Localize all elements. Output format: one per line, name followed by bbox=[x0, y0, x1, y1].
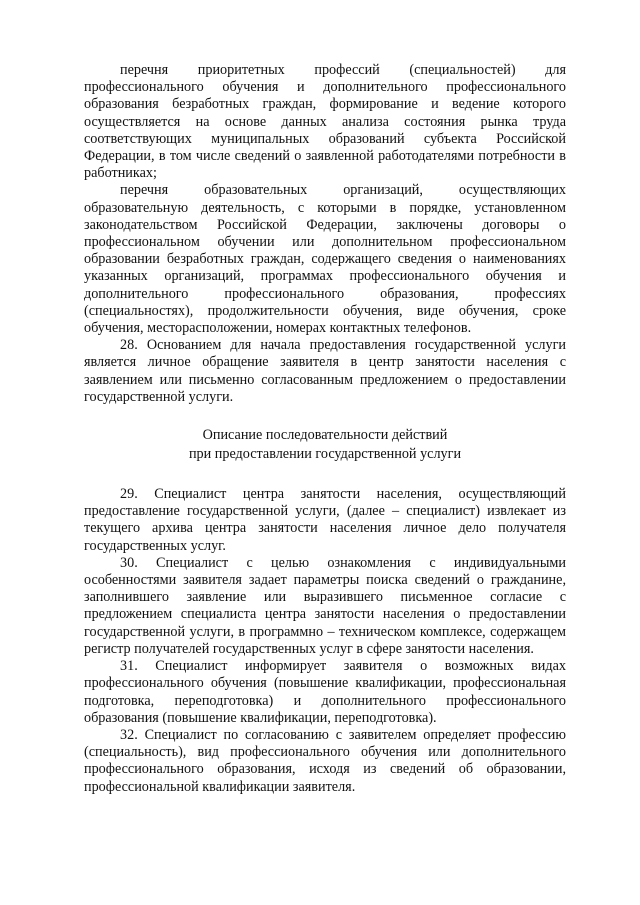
section-heading bbox=[84, 426, 566, 464]
paragraph-educational-organizations-list: перечня образовательных организаций, осуществляющих образовательную деятельность, с которыми в порядке, установленном законодательством Российской Федерации, заключены договоры о профессиональном обучении или дополнительном профессиональном образовании безработных граждан, содержащего сведения о наименованиях указанных организаций, программах профессионального обучения и дополнительного профессионального образования, профессиях (специальностях), продолжительности обучения, виде обучения, сроке обучения, месторасположении, номерах контактных телефонов. bbox=[84, 182, 566, 337]
document-page bbox=[84, 62, 566, 796]
paragraph-item-31: 31. Специалист информирует заявителя о возможных видах профессионального обучения (повышение квалификации, профессиональная подготовка, переподготовка) и дополнительного профессионального образования (повышение квалификации, переподготовка). bbox=[84, 658, 566, 726]
paragraph-priority-professions-list: перечня приоритетных профессий (специальностей) для профессионального обучения и дополнительного профессионального образования безработных граждан, формирование и ведение которого осуществляется на основе данных анализа состояния рынка труда соответствующих муниципальных образований субъекта Российской Федерации, в том числе сведений о заявленной работодателями потребности в работниках; bbox=[84, 62, 566, 182]
section-heading-line-2: при предоставлении государственной услуги bbox=[188, 446, 462, 463]
paragraph-item-28: 28. Основанием для начала предоставления государственной услуги является личное обращение заявителя в центр занятости населения с заявлением или письменно согласованным предложением о предоставлении государственной услуги. bbox=[84, 337, 566, 405]
paragraph-item-32: 32. Специалист по согласованию с заявителем определяет профессию (специальность), вид профессионального обучения или дополнительного профессионального образования, исходя из сведений об образовании, профессиональной квалификации заявителя. bbox=[84, 726, 566, 795]
paragraph-item-29: 29. Специалист центра занятости населения, осуществляющий предоставление государственной услуги, (далее – специалист) извлекает из текущего архива центра занятости населения личное дело получателя государственных услуг. bbox=[84, 486, 566, 554]
section-heading-line-1: Описание последовательности действий bbox=[202, 427, 448, 444]
paragraph-item-30: 30. Специалист с целью ознакомления с индивидуальными особенностями заявителя задает параметры поиска сведений о гражданине, заполнившего заявление или выразившего письменное согласие с предложением специалиста центра занятости населения о предоставлении государственной услуги, в программно – техническом комплексе, содержащем регистр получателей государственных услуг в сфере занятости населения. bbox=[84, 554, 566, 657]
